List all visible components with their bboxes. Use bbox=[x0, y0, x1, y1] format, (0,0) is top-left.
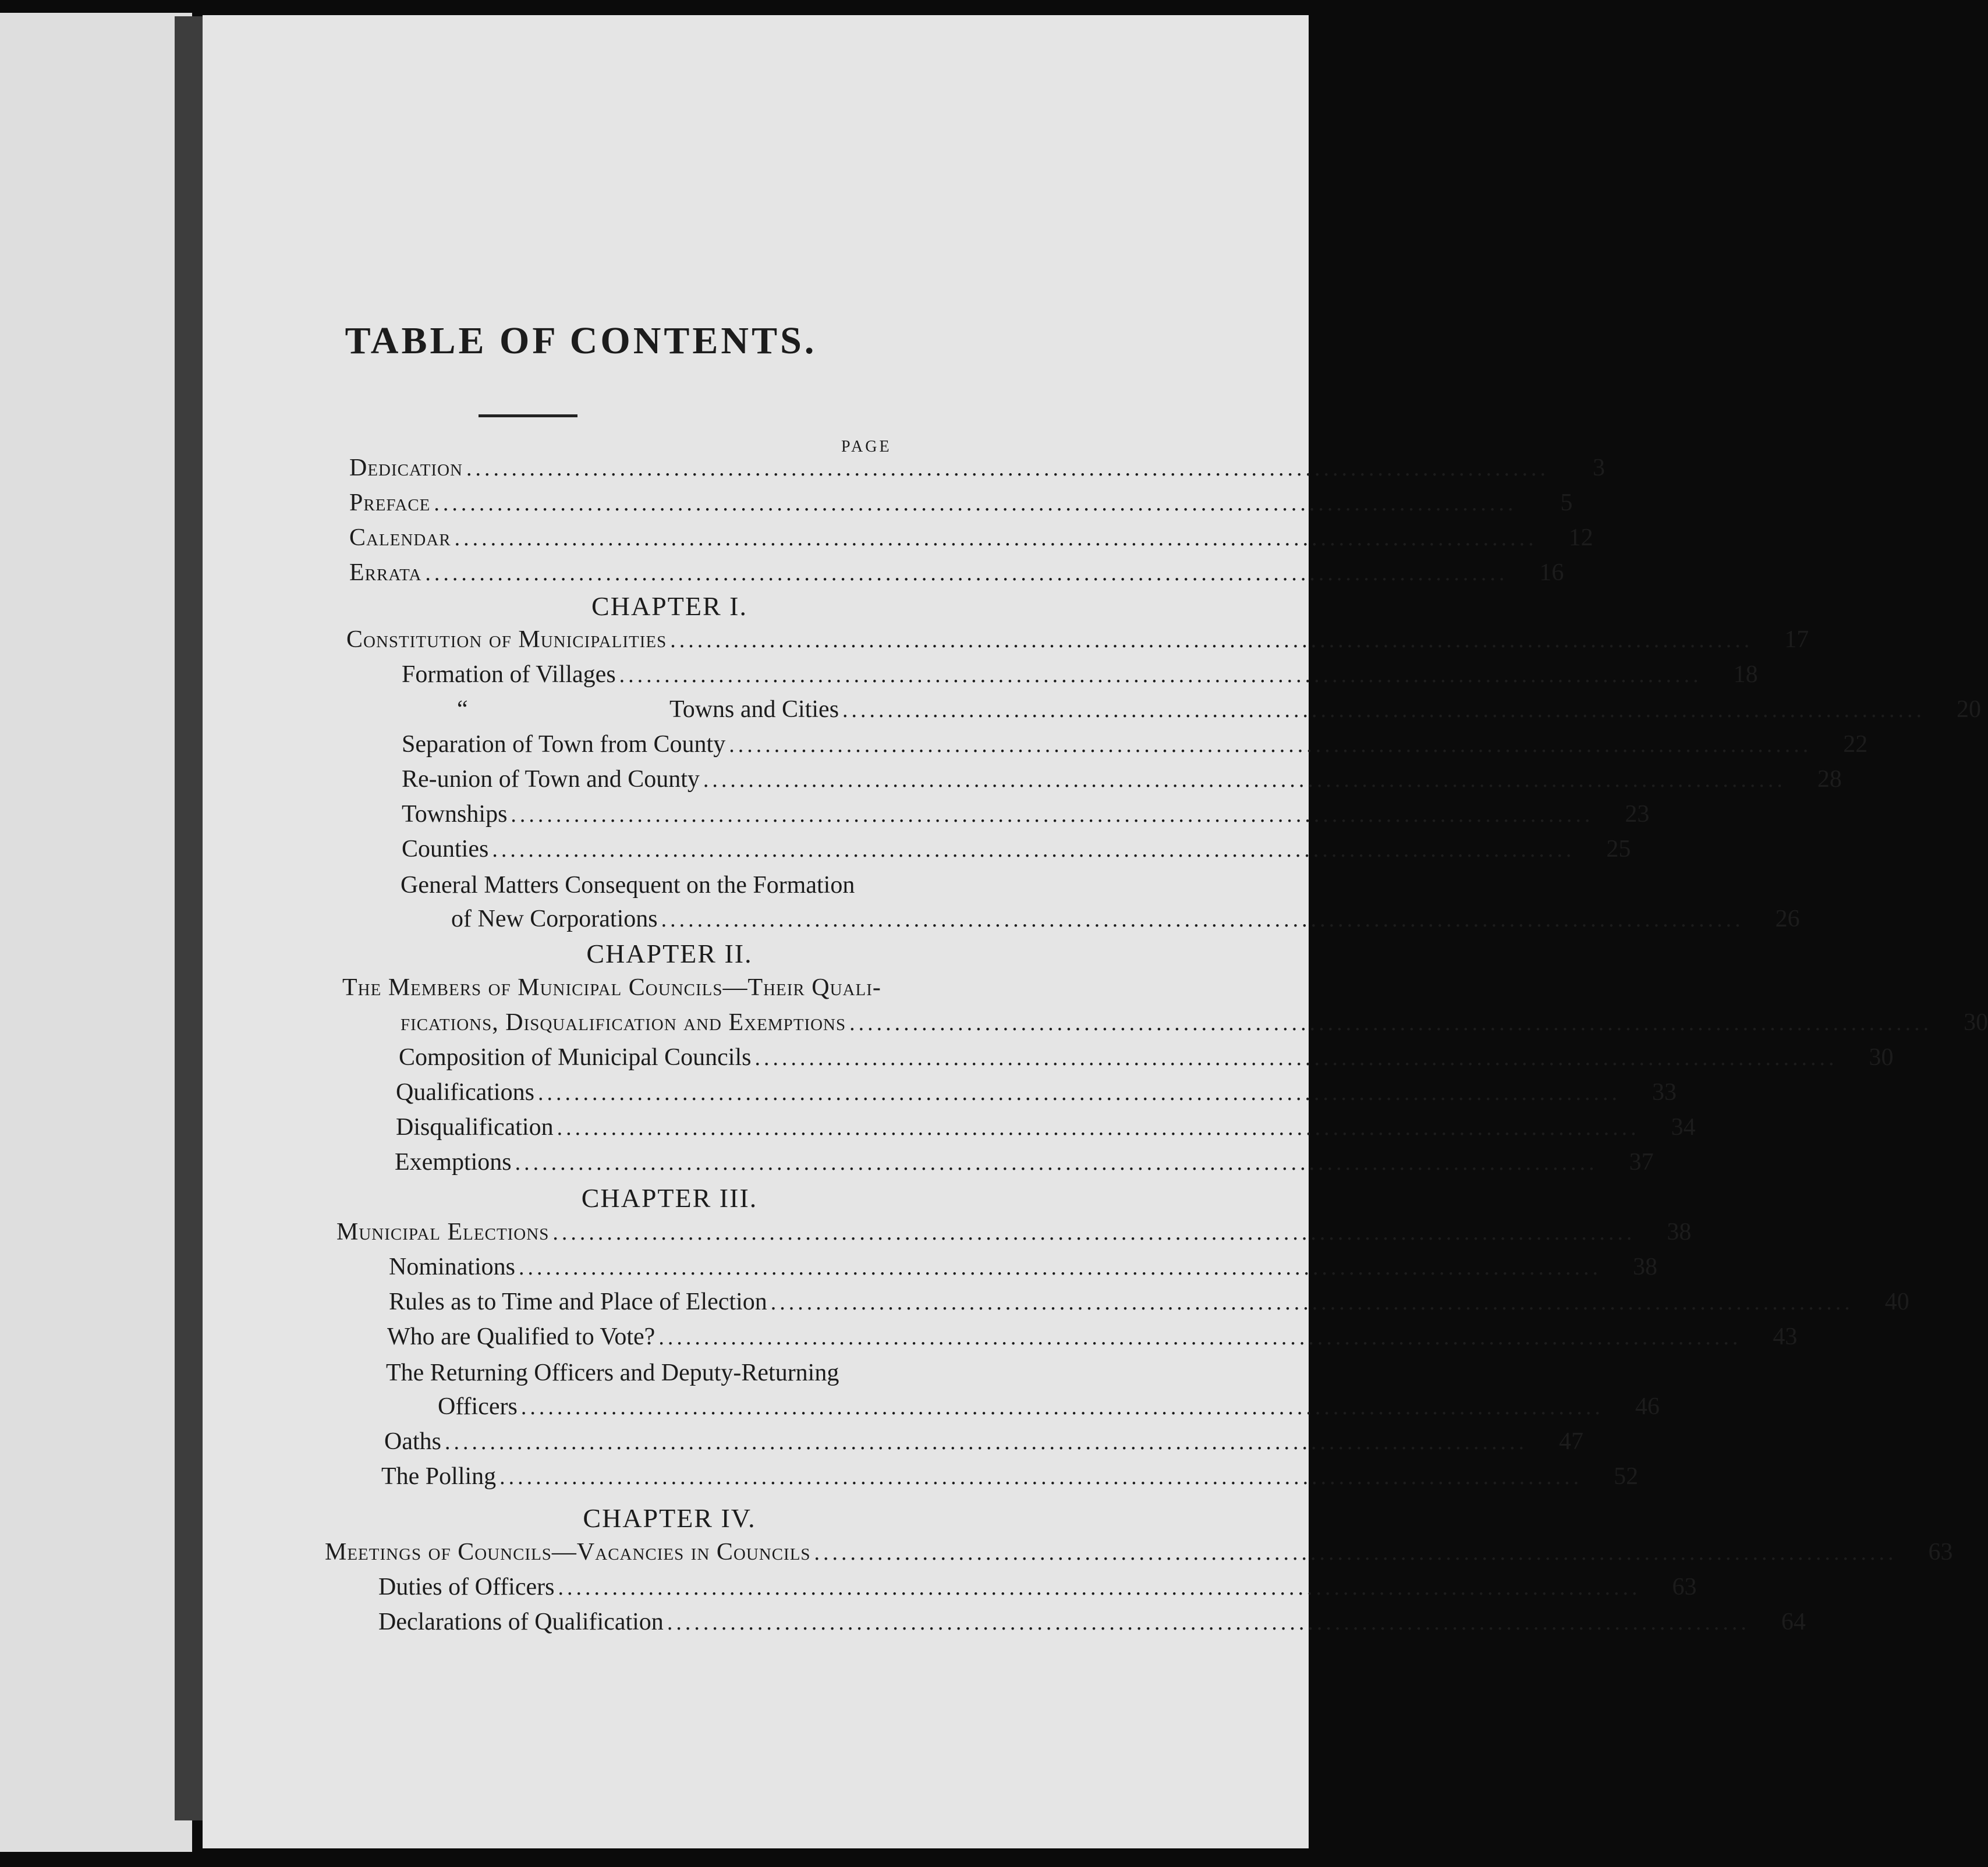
toc-entry bbox=[402, 695, 1982, 730]
toc-entry-page: 3 bbox=[1592, 455, 1605, 481]
toc-entry-label: Townships bbox=[402, 801, 508, 828]
toc-entry bbox=[396, 1113, 1696, 1148]
toc-entry bbox=[389, 1253, 1657, 1288]
toc-entry-continued-line: The Returning Officers and Deputy-Returning bbox=[386, 1360, 839, 1386]
toc-entry-chapter-4 bbox=[325, 1538, 1953, 1573]
toc-entry-page: 18 bbox=[1733, 661, 1758, 688]
toc-entry-label: Duties of Officers bbox=[378, 1574, 555, 1600]
ditto-mark-text: “ bbox=[457, 696, 468, 723]
toc-entry-calendar bbox=[349, 524, 1593, 559]
leader-dots: ........................................................................................................................ bbox=[466, 456, 1549, 481]
toc-entry bbox=[381, 1463, 1639, 1497]
toc-entry-page: 43 bbox=[1773, 1323, 1798, 1350]
toc-entry-label: Preface bbox=[349, 489, 431, 516]
toc-entry bbox=[402, 835, 1631, 870]
toc-entry-page: 37 bbox=[1629, 1149, 1654, 1176]
leader-dots: ........................................................................................................................ bbox=[842, 698, 1926, 722]
leader-dots: ........................................................................................................................ bbox=[703, 768, 1786, 792]
leader-dots: ........................................................................................................................ bbox=[729, 733, 1812, 757]
toc-entry-label: Declarations of Qualification bbox=[378, 1609, 664, 1635]
leader-dots: ........................................................................................................................ bbox=[619, 663, 1702, 687]
leader-dots: ........................................................................................................................ bbox=[754, 1046, 1838, 1070]
page-column-header: PAGE bbox=[841, 438, 892, 456]
leader-dots: ........................................................................................................................ bbox=[558, 1575, 1641, 1600]
facing-page bbox=[0, 13, 192, 1852]
leader-dots: ........................................................................................................................ bbox=[661, 907, 1744, 932]
leader-dots: ........................................................................................................................ bbox=[454, 526, 1537, 551]
leader-dots: ........................................................................................................................ bbox=[499, 1465, 1583, 1489]
toc-entry-label: Dedication bbox=[349, 455, 463, 481]
toc-entry-label: Exemptions bbox=[395, 1149, 512, 1176]
toc-entry-errata bbox=[349, 559, 1564, 594]
leader-dots: ........................................................................................................................ bbox=[658, 1325, 1742, 1350]
chapter-3-heading: CHAPTER III. bbox=[581, 1183, 758, 1213]
toc-entry bbox=[395, 1148, 1654, 1183]
toc-entry-label: fications, Disqualification and Exemptions bbox=[401, 1009, 846, 1036]
toc-entry-label: Errata bbox=[349, 559, 422, 586]
toc-entry-chapter-1 bbox=[346, 626, 1809, 661]
toc-entry-label: Counties bbox=[402, 836, 489, 862]
toc-entry-page: 30 bbox=[1964, 1009, 1988, 1036]
toc-entry-page: 38 bbox=[1667, 1219, 1692, 1245]
toc-entry-label: Officers bbox=[438, 1393, 518, 1420]
toc-entry bbox=[402, 730, 1868, 765]
leader-dots: ........................................................................................................................ bbox=[511, 803, 1594, 827]
toc-entry-page: 38 bbox=[1633, 1254, 1657, 1280]
toc-entry-label: of New Corporations bbox=[451, 906, 658, 932]
leader-dots: ........................................................................................................................ bbox=[519, 1255, 1601, 1280]
leader-dots: ........................................................................................................................ bbox=[667, 1610, 1750, 1635]
toc-entry-label: Nominations bbox=[389, 1254, 515, 1280]
toc-entry-page: 26 bbox=[1775, 906, 1800, 932]
toc-entry bbox=[402, 765, 1842, 800]
toc-entry-page: 63 bbox=[1672, 1574, 1697, 1600]
toc-entry-page: 33 bbox=[1652, 1079, 1677, 1106]
toc-entry-preface bbox=[349, 489, 1573, 524]
toc-entry-page: 52 bbox=[1614, 1463, 1639, 1490]
toc-entry-page: 5 bbox=[1560, 489, 1573, 516]
toc-entry bbox=[402, 800, 1650, 835]
leader-dots: ........................................................................................................................ bbox=[770, 1290, 1854, 1315]
toc-entry bbox=[389, 1288, 1909, 1323]
toc-entry-page: 22 bbox=[1843, 731, 1868, 758]
toc-entry bbox=[399, 1043, 1894, 1078]
toc-entry-page: 46 bbox=[1635, 1393, 1660, 1420]
toc-entry-continued-line: General Matters Consequent on the Formation bbox=[401, 872, 855, 899]
toc-entry-label: Rules as to Time and Place of Election bbox=[389, 1289, 767, 1315]
toc-entry bbox=[438, 1393, 1660, 1428]
toc-entry-page: 64 bbox=[1781, 1609, 1806, 1635]
toc-entry-page: 17 bbox=[1784, 626, 1809, 653]
toc-entry-label: Calendar bbox=[349, 524, 451, 551]
toc-entry-page: 16 bbox=[1539, 559, 1564, 586]
toc-entry-page: 40 bbox=[1884, 1289, 1909, 1315]
leader-dots: ........................................................................................................................ bbox=[520, 1395, 1604, 1419]
toc-entry bbox=[402, 661, 1758, 695]
toc-entry-continued-line: The Members of Municipal Councils—Their Quali- bbox=[342, 974, 881, 1001]
toc-entry-label: Meetings of Councils—Vacancies in Councils bbox=[325, 1539, 811, 1566]
leader-dots: ........................................................................................................................ bbox=[849, 1011, 1933, 1035]
toc-entry bbox=[387, 1323, 1798, 1358]
chapter-1-heading: CHAPTER I. bbox=[591, 591, 747, 621]
toc-entry-label: Formation of Villages bbox=[402, 661, 616, 688]
toc-entry-label: Municipal Elections bbox=[336, 1219, 550, 1245]
leader-dots: ........................................................................................................................ bbox=[557, 1116, 1640, 1140]
title-rule bbox=[479, 414, 577, 417]
toc-entry-label: Composition of Municipal Councils bbox=[399, 1044, 752, 1071]
leader-dots: ........................................................................................................................ bbox=[515, 1151, 1598, 1175]
leader-dots: ........................................................................................................................ bbox=[814, 1541, 1897, 1565]
toc-entry bbox=[378, 1608, 1806, 1643]
toc-entry-label: Constitution of Municipalities bbox=[346, 626, 667, 653]
toc-entry-page: 28 bbox=[1817, 766, 1842, 793]
toc-entry-page: 12 bbox=[1568, 524, 1593, 551]
toc-entry-label: Separation of Town from County bbox=[402, 731, 726, 758]
toc-entry-page: 34 bbox=[1671, 1114, 1696, 1141]
book-gutter bbox=[175, 16, 203, 1820]
toc-entry-label: Disqualification bbox=[396, 1114, 554, 1141]
toc-entry-page: 47 bbox=[1559, 1428, 1583, 1455]
toc-entry-dedication bbox=[349, 454, 1605, 489]
toc-entry-page: 63 bbox=[1928, 1539, 1953, 1566]
toc-entry bbox=[378, 1573, 1697, 1608]
toc-entry-label: Qualifications bbox=[396, 1079, 534, 1106]
toc-entry-label: Re-union of Town and County bbox=[402, 766, 700, 793]
leader-dots: ........................................................................................................................ bbox=[552, 1220, 1636, 1245]
toc-entry-chapter-2 bbox=[401, 1009, 1988, 1043]
leader-dots: ........................................................................................................................ bbox=[445, 1430, 1528, 1454]
ditto-mark bbox=[402, 695, 669, 723]
leader-dots: ........................................................................................................................ bbox=[670, 628, 1753, 652]
toc-entry-label: Who are Qualified to Vote? bbox=[387, 1323, 655, 1350]
page-title: TABLE OF CONTENTS. bbox=[345, 320, 817, 362]
toc-entry-label: Towns and Cities bbox=[669, 696, 839, 723]
toc-entry bbox=[396, 1078, 1677, 1113]
chapter-4-heading: CHAPTER IV. bbox=[583, 1503, 756, 1533]
toc-entry bbox=[451, 905, 1800, 940]
toc-entry-page: 20 bbox=[1957, 696, 1982, 723]
leader-dots: ........................................................................................................................ bbox=[492, 837, 1575, 862]
toc-entry-page: 23 bbox=[1625, 801, 1650, 828]
toc-entry bbox=[384, 1428, 1583, 1463]
leader-dots: ........................................................................................................................ bbox=[425, 561, 1508, 585]
toc-entry-label: The Polling bbox=[381, 1463, 497, 1490]
toc-entry-label: Oaths bbox=[384, 1428, 441, 1455]
leader-dots: ........................................................................................................................ bbox=[537, 1081, 1621, 1105]
leader-dots: ........................................................................................................................ bbox=[434, 491, 1517, 516]
toc-entry-page: 30 bbox=[1869, 1044, 1894, 1071]
toc-entry-chapter-3 bbox=[336, 1218, 1692, 1253]
chapter-2-heading: CHAPTER II. bbox=[586, 939, 753, 968]
toc-entry-page: 25 bbox=[1606, 836, 1631, 862]
